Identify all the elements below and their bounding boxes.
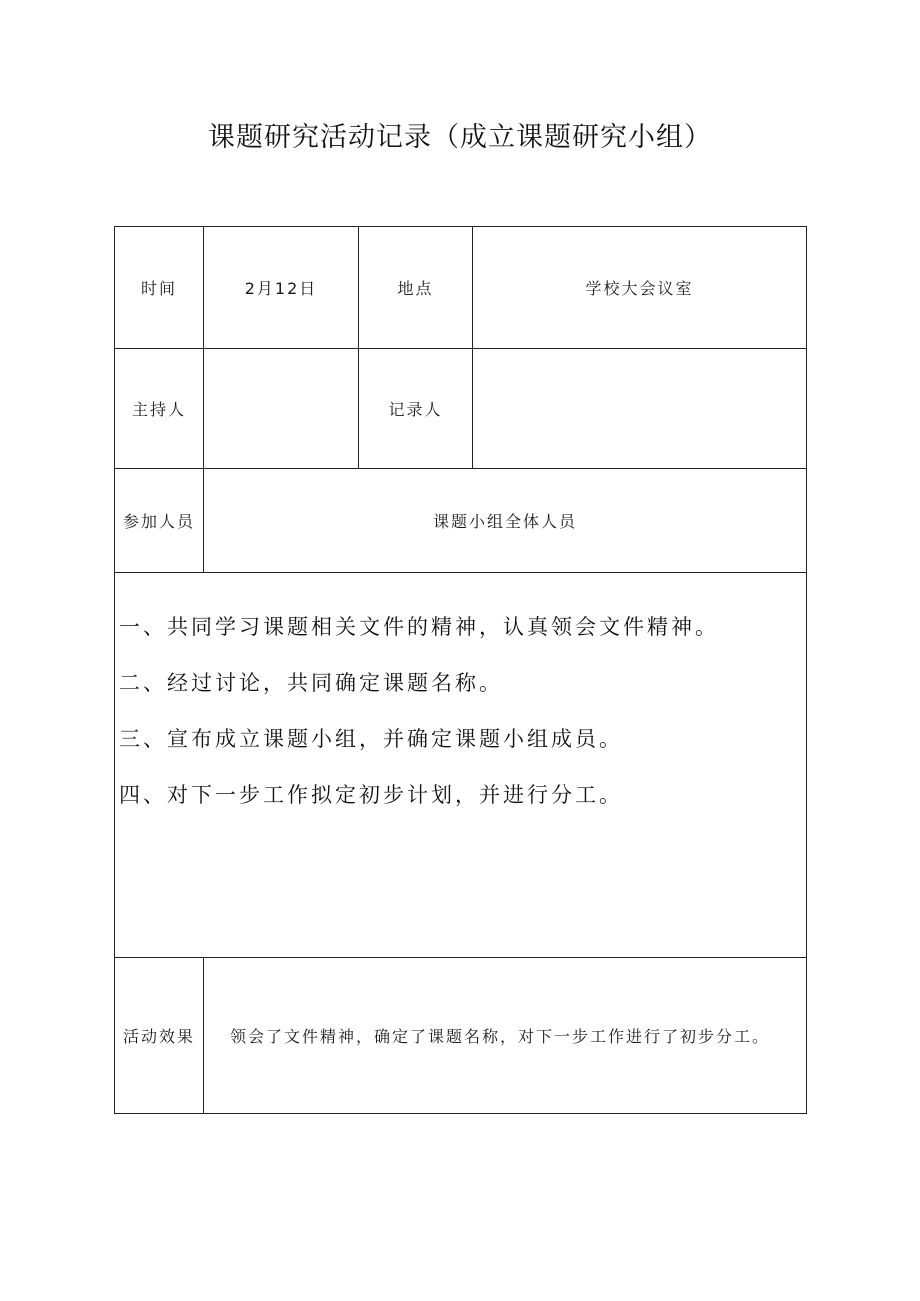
content-item: 四、对下一步工作拟定初步计划，并进行分工。 xyxy=(119,783,623,807)
time-label: 时间 xyxy=(115,227,204,349)
host-recorder-row xyxy=(115,349,807,469)
page-title: 课题研究活动记录（成立课题研究小组） xyxy=(208,122,712,153)
host-label: 主持人 xyxy=(115,349,204,469)
effect-row xyxy=(115,958,807,1114)
content-item: 一、共同学习课题相关文件的精神，认真领会文件精神。 xyxy=(119,615,719,639)
participants-value: 课题小组全体人员 xyxy=(204,469,807,573)
location-value: 学校大会议室 xyxy=(473,227,807,349)
participants-label: 参加人员 xyxy=(115,469,204,573)
time-value: 2月12日 xyxy=(204,227,359,349)
location-label: 地点 xyxy=(359,227,473,349)
effect-label: 活动效果 xyxy=(115,958,204,1114)
content-list xyxy=(115,573,806,809)
content-row xyxy=(115,573,807,958)
effect-value: 领会了文件精神，确定了课题名称，对下一步工作进行了初步分工。 xyxy=(204,958,807,1114)
host-value xyxy=(204,349,359,469)
content-cell xyxy=(115,573,807,958)
recorder-label: 记录人 xyxy=(359,349,473,469)
recorder-value xyxy=(473,349,807,469)
time-location-row xyxy=(115,227,807,349)
activity-record-table xyxy=(114,226,807,1114)
content-item: 三、宣布成立课题小组，并确定课题小组成员。 xyxy=(119,727,623,751)
content-item: 二、经过讨论，共同确定课题名称。 xyxy=(119,671,503,695)
participants-row xyxy=(115,469,807,573)
